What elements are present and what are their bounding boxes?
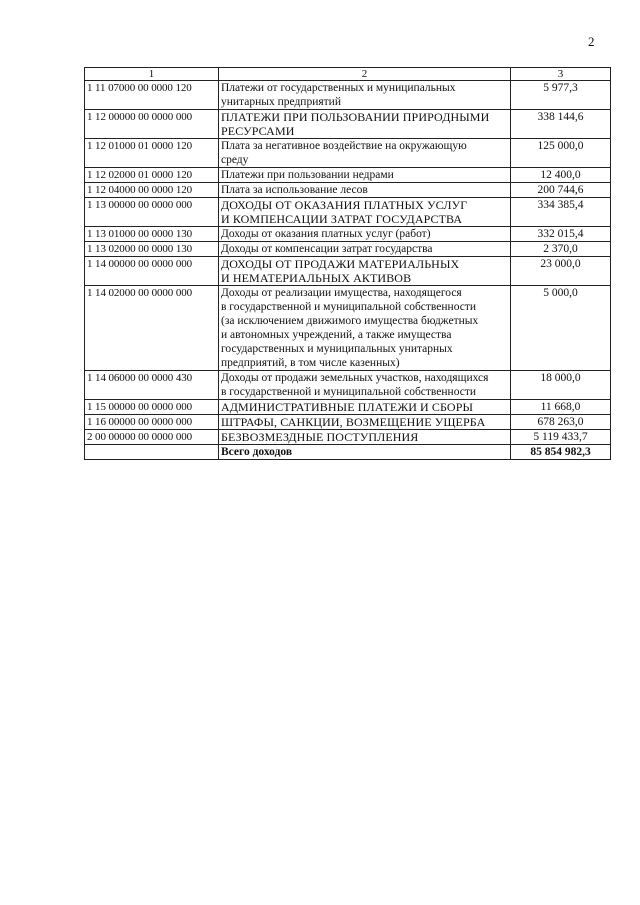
table-row — [85, 415, 611, 430]
row-name: ДОХОДЫ ОТ ОКАЗАНИЯ ПЛАТНЫХ УСЛУГ И КОМПЕНСАЦИИ ЗАТРАТ ГОСУДАРСТВА — [219, 198, 511, 227]
row-code: 1 14 06000 00 0000 430 — [85, 371, 219, 400]
table-row — [85, 430, 611, 445]
row-code: 1 15 00000 00 0000 000 — [85, 400, 219, 415]
table-row — [85, 198, 611, 227]
table-row — [85, 183, 611, 198]
header-cell-sum: 3 — [511, 68, 611, 81]
table-row — [85, 81, 611, 110]
row-name: Платежи от государственных и муниципальных унитарных предприятий — [219, 81, 511, 110]
row-code: 1 13 00000 00 0000 000 — [85, 198, 219, 227]
table-row — [85, 286, 611, 371]
row-code: 1 12 02000 01 0000 120 — [85, 168, 219, 183]
table-row — [85, 139, 611, 168]
row-sum: 200 744,6 — [511, 183, 611, 198]
row-code: 1 14 00000 00 0000 000 — [85, 257, 219, 286]
table-row — [85, 400, 611, 415]
row-code: 1 12 00000 00 0000 000 — [85, 110, 219, 139]
table-row — [85, 371, 611, 400]
row-name: ПЛАТЕЖИ ПРИ ПОЛЬЗОВАНИИ ПРИРОДНЫМИ РЕСУРСАМИ — [219, 110, 511, 139]
row-sum: 334 385,4 — [511, 198, 611, 227]
row-code: 1 12 01000 01 0000 120 — [85, 139, 219, 168]
row-sum: 332 015,4 — [511, 227, 611, 242]
row-sum: 5 119 433,7 — [511, 430, 611, 445]
header-cell-name: 2 — [219, 68, 511, 81]
row-code: 1 16 00000 00 0000 000 — [85, 415, 219, 430]
row-sum: 338 144,6 — [511, 110, 611, 139]
total-row — [85, 445, 611, 460]
row-sum: 11 668,0 — [511, 400, 611, 415]
row-name: ШТРАФЫ, САНКЦИИ, ВОЗМЕЩЕНИЕ УЩЕРБА — [219, 415, 511, 430]
row-code: 1 13 02000 00 0000 130 — [85, 242, 219, 257]
total-code-cell — [85, 445, 219, 460]
row-code: 1 14 02000 00 0000 000 — [85, 286, 219, 371]
row-name: Доходы от оказания платных услуг (работ) — [219, 227, 511, 242]
row-code: 1 13 01000 00 0000 130 — [85, 227, 219, 242]
table-row — [85, 257, 611, 286]
table-row — [85, 110, 611, 139]
row-name: БЕЗВОЗМЕЗДНЫЕ ПОСТУПЛЕНИЯ — [219, 430, 511, 445]
row-sum: 2 370,0 — [511, 242, 611, 257]
row-sum: 5 000,0 — [511, 286, 611, 371]
row-sum: 125 000,0 — [511, 139, 611, 168]
total-label: Всего доходов — [219, 445, 511, 460]
row-sum: 18 000,0 — [511, 371, 611, 400]
row-name: Доходы от реализации имущества, находящегося в государственной и муниципальной собственности (за исключением движимого имущества бюджетных и автономных учреждений, а также имущества государственных и муниципальных унитарных предприятий, в том числе казенных) — [219, 286, 511, 371]
row-sum: 678 263,0 — [511, 415, 611, 430]
row-sum: 5 977,3 — [511, 81, 611, 110]
row-sum: 12 400,0 — [511, 168, 611, 183]
table-header-row — [85, 68, 611, 81]
header-cell-code: 1 — [85, 68, 219, 81]
table-row — [85, 168, 611, 183]
income-table — [84, 67, 611, 460]
row-name: Доходы от компенсации затрат государства — [219, 242, 511, 257]
row-name: Платежи при пользовании недрами — [219, 168, 511, 183]
row-name: Плата за негативное воздействие на окружающую среду — [219, 139, 511, 168]
table-row — [85, 227, 611, 242]
total-sum: 85 854 982,3 — [511, 445, 611, 460]
page-number: 2 — [588, 34, 595, 49]
row-code: 2 00 00000 00 0000 000 — [85, 430, 219, 445]
table-row — [85, 242, 611, 257]
row-sum: 23 000,0 — [511, 257, 611, 286]
row-code: 1 12 04000 00 0000 120 — [85, 183, 219, 198]
row-name: АДМИНИСТРАТИВНЫЕ ПЛАТЕЖИ И СБОРЫ — [219, 400, 511, 415]
row-code: 1 11 07000 00 0000 120 — [85, 81, 219, 110]
row-name: ДОХОДЫ ОТ ПРОДАЖИ МАТЕРИАЛЬНЫХ И НЕМАТЕРИАЛЬНЫХ АКТИВОВ — [219, 257, 511, 286]
row-name: Доходы от продажи земельных участков, находящихся в государственной и муниципальной собственности — [219, 371, 511, 400]
row-name: Плата за использование лесов — [219, 183, 511, 198]
